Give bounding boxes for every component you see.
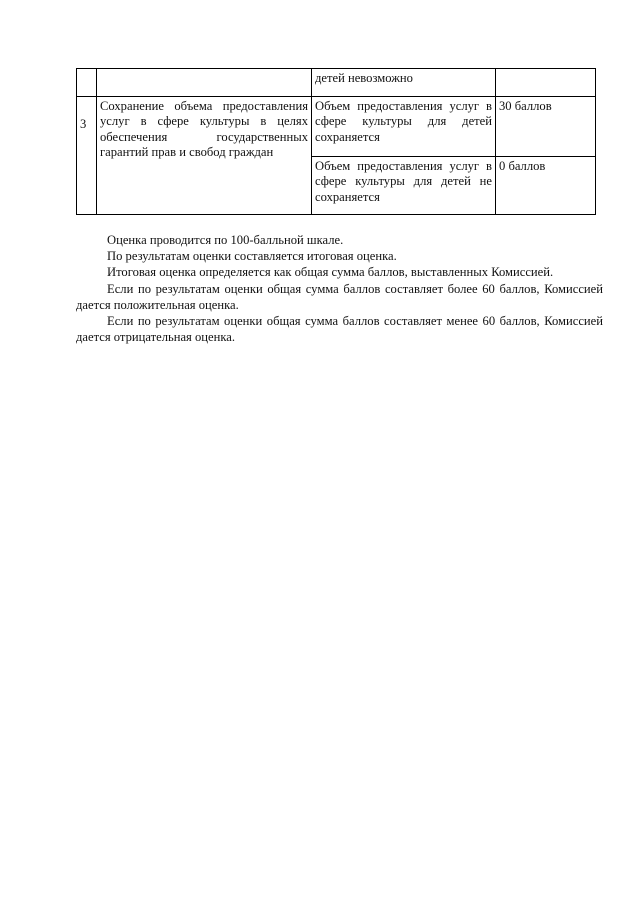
table-row (77, 69, 596, 97)
condition-cell: детей невозможно (312, 69, 496, 97)
score-cell: 30 баллов (496, 97, 596, 157)
paragraph: Если по результатам оценки общая сумма баллов составляет более 60 баллов, Комиссией дается положительная оценка. (76, 281, 603, 312)
criteria-table (76, 68, 596, 215)
score-cell (496, 69, 596, 97)
condition-cell: Объем предоставления услуг в сфере культуры для детей сохраняется (312, 97, 496, 157)
table-row (77, 97, 596, 157)
paragraph: Итоговая оценка определяется как общая сумма баллов, выставленных Комиссией. (107, 265, 554, 280)
row-number-cell: 3 (77, 97, 97, 215)
row-number-cell (77, 69, 97, 97)
paragraph: По результатам оценки составляется итоговая оценка. (107, 249, 397, 264)
criterion-cell (97, 69, 312, 97)
criterion-cell: Сохранение объема предоставления услуг в сфере культуры в целях обеспечения государственных гарантий прав и свобод граждан (97, 97, 312, 215)
condition-cell: Объем предоставления услуг в сфере культуры для детей не сохраняется (312, 157, 496, 215)
paragraph: Если по результатам оценки общая сумма баллов составляет менее 60 баллов, Комиссией дается отрицательная оценка. (76, 314, 603, 345)
evaluation-text (76, 232, 603, 345)
score-cell: 0 баллов (496, 157, 596, 215)
paragraph: Оценка проводится по 100-балльной шкале. (107, 233, 344, 247)
